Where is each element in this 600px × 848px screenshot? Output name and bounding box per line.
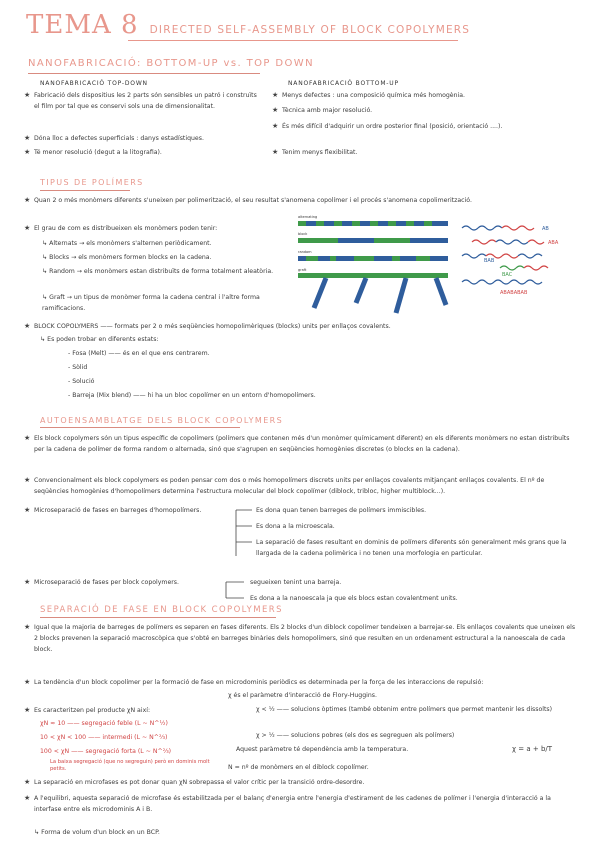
strand-label-bab: BAB — [484, 258, 495, 264]
state-text: Solució — [72, 378, 95, 385]
polymers-underline — [40, 190, 130, 191]
bullet-star: ★ — [272, 148, 279, 156]
strand-label-abab: ABABABAB — [500, 290, 528, 296]
type-name: Graft — [49, 294, 65, 301]
title-main: TEMA 8 — [26, 10, 139, 40]
block-intro: BLOCK COPOLYMERS —— formats per 2 o més seqüències homopolimèriques (blocks) units per enllaços covalents. — [34, 323, 391, 330]
title-sub: DIRECTED SELF-ASSEMBLY OF BLOCK COPOLYMERS — [149, 24, 471, 36]
bullet-star: ★ — [24, 91, 31, 99]
micro-point-3: La separació de fases resultant en dominis de polímers diferents són generalment més grans que la llargada de la cadena polimèrica i no tenen una morfologia en particular. — [256, 539, 567, 557]
type-name: Random — [49, 268, 75, 275]
block-sub: ↳ Es poden trobar en diferents estats: — [40, 336, 159, 343]
nano-point-1: segueixen tenint una barreja. — [250, 579, 342, 586]
block-architecture-figure — [460, 218, 570, 298]
bullet-star: ★ — [24, 794, 31, 802]
type-random: ↳ Random → els monòmers estan distribuïts de forma totalment aleatòria. — [42, 268, 274, 275]
state-3: - Solució — [68, 378, 95, 385]
type-graft: ↳ Graft → un tipus de monòmer forma la cadena central i l'altre forma ramificacions. — [42, 294, 260, 312]
alternating-chain — [298, 221, 448, 226]
phase-p3: La separació en microfases es pot donar quan χN sobrepassa el valor crític per la transició ordre-desordre. — [34, 779, 365, 786]
figure-label-alternating: alternating — [298, 215, 318, 219]
selfassembly-p1: Els block copolymers són un tipus específic de copolímers (polímers que contenen més d'un monòmer químicament diferent) en els diferents monòmers no estan distribuïts per la cadena de polímer de forma random o alternada, sinó que s'agrupen en seqüències homogènies discretes (o blocks en la cadena). — [34, 435, 570, 453]
state-2: - Sòlid — [68, 364, 88, 371]
n-definition: N = nº de monòmers en el diblock copolímer. — [228, 764, 369, 771]
nano-point-2: Es dona a la nanoescala ja que els blocs estan covalentment units. — [250, 595, 458, 602]
state-text: Sòlid — [72, 364, 88, 371]
polymers-intro: Quan 2 o més monòmers diferents s'uneixen per polimerització, el seu resultat s'anomena copolímer i el procés s'anomena copolimerització. — [34, 197, 472, 204]
selfassembly-heading: AUTOENSAMBLATGE DELS BLOCK COPOLYMERS — [40, 416, 284, 425]
phase-heading: SEPARACIÓ DE FASE EN BLOCK COPOLYMERS — [40, 605, 283, 615]
selfassembly-p2: Convencionalment els block copolymers es poden pensar com dos o més homopolímers discrets units per enllaços covalents mitjançant enllaços covalents. El nº de seqüències homogènies d'homopolímers determina l'estructura molecular del block copolímer (diblock, tribloc, higher multiblock...). — [34, 477, 545, 495]
bullet-star: ★ — [24, 196, 31, 204]
nanofab-underline — [28, 73, 260, 74]
phase-p5: ↳ Forma de volum d'un block en un BCP. — [34, 829, 160, 836]
copolymer-types-figure — [296, 213, 456, 318]
strand-label-ab: AB — [542, 226, 549, 232]
type-desc: els monòmers formen blocks en la cadena. — [78, 254, 212, 261]
type-desc: els monòmers s'alternen periòdicament. — [86, 240, 212, 247]
bullet-star: ★ — [24, 476, 31, 484]
block-chain — [298, 238, 448, 243]
bullet-star: ★ — [24, 434, 31, 442]
nanofab-heading: NANOFABRICACIÓ: BOTTOM-UP vs. TOP DOWN — [28, 58, 314, 69]
chi-formula: χ = a + b/T — [512, 745, 553, 753]
phase-p1: Igual que la majoria de barreges de polímers es separen en fases diferents. Els 2 blocks d'un diblock copolímer tendeixen a barrejar-se. Els enllaços covalents que uneixen els 2 blocks prevenen la separació macroscòpica que s'obté en barreges binàries dels homopolímers, sinó que resulten en un ordenament estructural a la nanoescala de cada block. — [34, 624, 576, 653]
regime-strong: 100 < χN —— segregació forta (L ~ N^⅔) — [40, 748, 172, 755]
block-sub-text: Es poden trobar en diferents estats: — [47, 336, 159, 343]
bullet-star: ★ — [272, 91, 279, 99]
polymers-distribution: El grau de com es distribueixen els monòmers poden tenir: — [34, 225, 218, 232]
chin-intro: Es caracteritzen pel producte χN així: — [34, 707, 151, 714]
bullet-star: ★ — [24, 678, 31, 686]
bullet-star: ★ — [24, 578, 31, 586]
strand-label-bac: BAC — [502, 272, 513, 278]
type-desc: els monòmers estan distribuïts de forma totalment aleatòria. — [83, 268, 274, 275]
micro-point-1: Es dona quan tenen barreges de polímers immiscibles. — [256, 507, 427, 514]
strand-label-aba: ABA — [548, 240, 559, 246]
bullet-star: ★ — [24, 148, 31, 156]
type-name: Blocks — [49, 254, 70, 261]
type-desc: un tipus de monòmer forma la cadena central i l'altre forma ramificacions. — [42, 294, 260, 312]
nano-brace — [222, 576, 252, 602]
bottomup-item-4: Tenim menys flexibilitat. — [282, 149, 358, 156]
nano-label: Microseparació de fases per block copolymers. — [34, 579, 179, 586]
bullet-star: ★ — [272, 106, 279, 114]
bottomup-heading: NANOFABRICACIÓ BOTTOM-UP — [288, 80, 399, 87]
figure-label-block: block — [298, 232, 308, 236]
bullet-star: ★ — [272, 122, 279, 130]
bullet-star: ★ — [24, 134, 31, 142]
chi-definition: χ és el paràmetre d'interacció de Flory-Huggins. — [228, 692, 377, 699]
figure-label-random: random — [298, 250, 312, 254]
polymers-heading: TIPUS DE POLÍMERS — [40, 178, 144, 187]
bottomup-item-2: Tècnica amb major resolució. — [282, 107, 373, 114]
phase-underline — [40, 617, 276, 618]
bullet-star: ★ — [24, 623, 31, 631]
state-1: - Fosa (Melt) —— és en el que ens centrarem. — [68, 350, 210, 357]
type-name: Alternats — [49, 240, 78, 247]
type-alternats: ↳ Alternats → els monòmers s'alternen periòdicament. — [42, 240, 212, 247]
title-underline — [128, 40, 458, 41]
state-text: Barreja (Mix blend) —— hi ha un bloc copolímer en un entorn d'homopolímers. — [72, 392, 316, 399]
bullet-star: ★ — [24, 778, 31, 786]
topdown-item-1: Fabricació dels dispositius les 2 parts són sensibles un patró i construïts el film por tal que es conservi sols una de dimensionalitat. — [34, 92, 257, 110]
chi-high: χ > ½ —— solucions pobres (els dos es segreguen als polímers) — [256, 732, 455, 739]
state-4: - Barreja (Mix blend) —— hi ha un bloc copolímer en un entorn d'homopolímers. — [68, 392, 316, 399]
page-title — [26, 10, 470, 40]
topdown-item-3: Té menor resolució (degut a la litografia). — [34, 149, 162, 156]
type-blocks: ↳ Blocks → els monòmers formen blocks en la cadena. — [42, 254, 212, 261]
bullet-star: ★ — [24, 506, 31, 514]
phase-p4: A l'equilibri, aquesta separació de microfase és estabilitzada per el balanç d'energia entre l'energia d'estirament de les cadenes de polímer i l'energia d'interacció a la interfase entre els microdominis A i B. — [34, 795, 551, 813]
chi-temperature: Aquest paràmetre té dependència amb la temperatura. — [236, 746, 409, 753]
graft-chain — [298, 273, 448, 313]
bottomup-item-1: Menys defectes : una composició química més homogènia. — [282, 92, 466, 99]
topdown-item-2: Dóna lloc a defectes superficials : danys estadístiques. — [34, 135, 204, 142]
bullet-star: ★ — [24, 322, 31, 330]
selfassembly-underline — [40, 427, 240, 428]
state-text: Fosa (Melt) —— és en el que ens centrarem. — [72, 350, 210, 357]
bullet-star: ★ — [24, 224, 31, 232]
figure-label-graft: graft — [298, 268, 307, 272]
chi-low: χ < ½ —— solucions òptimes (també obtenim entre polímers que permet mantenir les dissolts) — [256, 706, 553, 713]
micro-point-2: Es dona a la microescala. — [256, 523, 335, 530]
phase-p5-text: Forma de volum d'un block en un BCP. — [41, 829, 160, 836]
bullet-star: ★ — [24, 706, 31, 714]
bottomup-item-3: És més difícil d'adquirir un ordre posterior final (posició, orientació ....). — [282, 123, 503, 130]
regime-note: La baixa segregació (que no segreguin) però en dominis molt petits. — [50, 759, 210, 772]
regime-intermediate: 10 < χN < 100 —— intermedi (L ~ N^⅔) — [40, 734, 168, 741]
random-chain — [298, 256, 448, 261]
micro-label: Microseparació de fases en barreges d'homopolímers. — [34, 507, 202, 514]
topdown-heading: NANOFABRICACIÓ TOP-DOWN — [40, 80, 148, 87]
phase-p2: La tendència d'un block copolímer per la formació de fase en microdominis periòdics es determinada per la força de les interaccions de repulsió: — [34, 679, 484, 686]
regime-weak: χN ≈ 10 —— segregació feble (L ~ N^½) — [40, 720, 168, 727]
